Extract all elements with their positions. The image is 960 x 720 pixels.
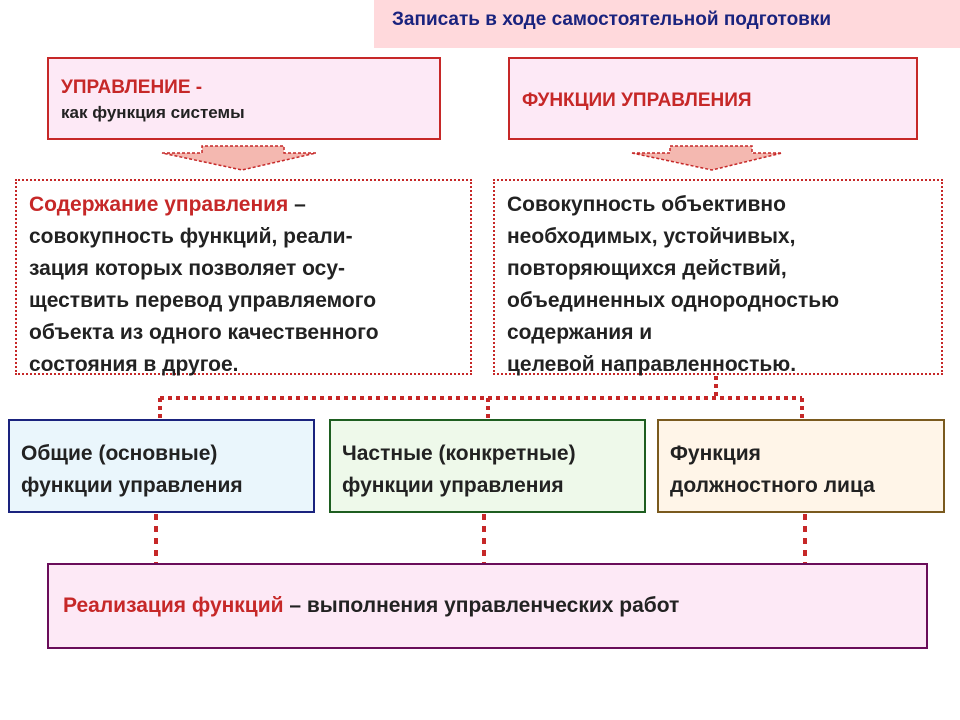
banner-text: Записать в ходе самостоятельной подготовки (392, 9, 832, 30)
definition-line-6: целевой направленностью. (507, 353, 797, 376)
upper-connector (160, 376, 802, 419)
realization-term: Реализация функций (63, 594, 284, 617)
official-line-2: должностного лица (670, 474, 875, 497)
content-line-3: зация которых позволяет осу- (29, 257, 346, 280)
content-line-5: объекта из одного качественного (29, 321, 379, 344)
definition-line-1: Совокупность объективно (507, 193, 786, 216)
definition-line-3: повторяющихся действий, (507, 257, 787, 280)
content-dash: – (288, 193, 312, 216)
particular-line-1: Частные (конкретные) (342, 442, 576, 465)
realization-rest: – выполнения управленческих работ (283, 594, 680, 617)
functions-title: ФУНКЦИИ УПРАВЛЕНИЯ (522, 90, 752, 111)
definition-line-2: необходимых, устойчивых, (507, 225, 796, 248)
definition-line-4: объединенных однородностью (507, 289, 840, 312)
general-line-2: функции управления (21, 474, 243, 497)
definition-line-5: содержания и (507, 321, 653, 344)
management-subtitle: как функция системы (61, 103, 245, 122)
official-line-1: Функция (670, 442, 761, 465)
content-line-2: совокупность функций, реали- (29, 225, 353, 248)
arrow-down-left-icon (162, 146, 316, 170)
particular-line-2: функции управления (342, 474, 564, 497)
general-line-1: Общие (основные) (21, 442, 218, 465)
content-line-4: ществить перевод управляемого (29, 289, 377, 312)
management-title: УПРАВЛЕНИЕ - (61, 77, 203, 98)
arrow-down-right-icon (632, 146, 782, 170)
content-term: Содержание управления (29, 193, 289, 216)
content-line-6: состояния в другое. (29, 353, 239, 376)
lower-connector (156, 514, 805, 563)
